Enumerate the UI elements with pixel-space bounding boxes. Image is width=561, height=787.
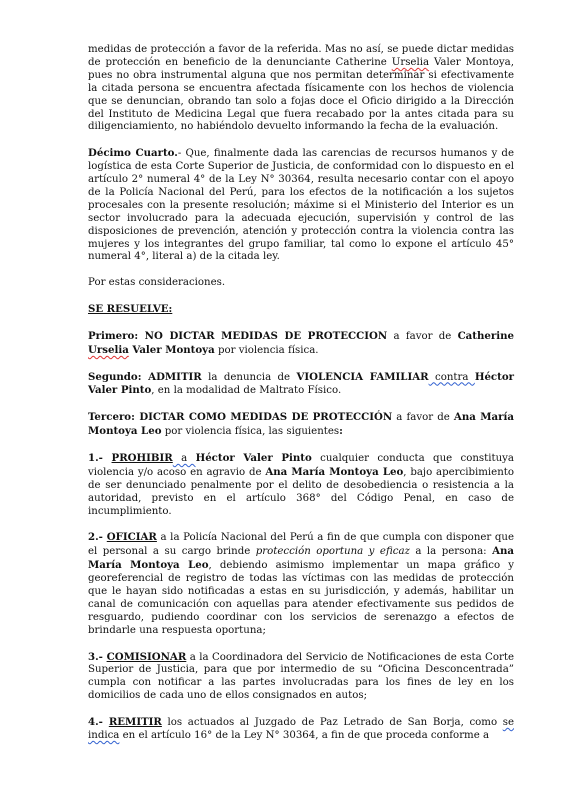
bold-text: VIOLENCIA FAMILIAR [296, 370, 429, 383]
paragraph-tercero [88, 411, 514, 439]
bold-text: Héctor Valer Pinto [88, 370, 515, 397]
text: por violencia física, las siguientes [161, 426, 340, 438]
bold-text: ADMITIR [141, 370, 202, 383]
heading-se-resuelve: SE RESUELVE: [88, 303, 173, 316]
bold-text: NO DICTAR MEDIDAS DE PROTECCION [138, 329, 388, 342]
text: los actuados al Juzgado de Paz Letrado de San Borja, como [161, 717, 503, 729]
item-number: 2.- [88, 531, 107, 544]
item-label: Segundo: [88, 370, 142, 383]
text: a favor de [392, 412, 454, 424]
bold-text: DICTAR COMO MEDIDAS DE PROTECCIÓN [134, 411, 393, 424]
bold-text: Ana María Montoya Leo [88, 411, 514, 438]
text: , debiendo asimismo implementar un mapa gráfico y georeferencial de registro de todas las víctimas con las medidas de protección que le hayan sido notificadas a estas en su jurisdicción, y además, habilitar un canal de comunicación con aquellas para atender efectivamente sus pedidos de resguardo, pudiendo coordinar con los servicios de serenazgo a efectos de brindarle una respuesta oportuna; [88, 560, 514, 636]
item-number: 3.- [88, 650, 107, 663]
measure-1 [88, 452, 514, 519]
text: a la Policía Nacional del Perú a fin de que cumpla con disponer que el personal a su cargo brinde [88, 532, 514, 558]
italic-text: protección oportuna y eficaz [255, 546, 410, 558]
text: cualquier conducta que constituya violencia y/o acoso en agravio de [88, 452, 514, 478]
text: a la Coordinadora del Servicio de Notificaciones de esta Corte Superior de Justicia, para que por intermedio de su “Oficina Desconcentrada” cumpla con notificar a las partes involucradas para los fines de ley en los domicilios de cada uno de ellos consignados en autos; [88, 651, 514, 702]
text: a la persona: [409, 546, 493, 558]
text: en el artículo 16° de la Ley N° 30364, a fin de que proceda conforme a [119, 729, 490, 741]
grammar-flag: contra [428, 371, 475, 383]
bold-text: Ana María Montoya Leo [265, 465, 404, 478]
paragraph-consideraciones [88, 277, 514, 290]
text: , bajo apercibimiento de ser denunciado penalmente por el delito de desobediencia o resistencia a la autoridad, previsto en el artículo 368° del Código Penal, en caso de incumplimiento. [88, 466, 514, 517]
text: Por estas consideraciones. [88, 277, 226, 289]
measure-3 [88, 651, 514, 704]
item-number: 1.- [88, 451, 112, 464]
document-page [88, 44, 514, 743]
bold-text: Catherine [457, 329, 515, 342]
item-number: 4.- [88, 716, 109, 729]
resolve-heading [88, 303, 514, 317]
grammar-flag: se indica [88, 717, 514, 741]
bold-text: COMISIONAR [106, 650, 187, 663]
misspelled-word: Urselia [88, 343, 129, 356]
bold-text: : [339, 425, 343, 438]
grammar-flag: a [172, 452, 196, 464]
text: medidas de protección a favor de la referida. Mas no así, se puede dictar medidas de protección en beneficio de la denunciante Catherine [88, 44, 514, 68]
text: - Que, finalmente dada las carencias de recursos humanos y de logística de esta Corte Superior de Justicia, de conformidad con lo dispuesto en el artículo 2° numeral 4° de la Ley N° 30364, resulta necesario contar con el apoyo de la Policía Nacional del Perú, para los efectos de la notificación a los sujetos procesales con la presente resolución; máxime si el Ministerio del Interior es un sector involucrado para la adecuada ejecución, supervisión y control de las disposiciones de prevención, atención y protección contra la violencia contra las mujeres y los integrantes del grupo familiar, tal como lo expone el artículo 45° numeral 4°, literal a) de la citada ley. [88, 148, 514, 263]
text: Valer Montoya, pues no obra instrumental alguna que nos permitan determinar si efectivamente la citada persona se encuentra afectada físicamente con los hechos de violencia que se denuncian, obrando tan solo a fojas doce el Oficio dirigido a la Dirección del Instituto de Medicina Legal que fuera recabado por la antes citada para su diligenciamiento, no habiéndolo devuelto informando la fecha de la evaluación. [88, 56, 514, 133]
text: a favor de [387, 330, 458, 342]
paragraph-primero [88, 330, 514, 358]
bold-text: Valer Montoya [128, 343, 215, 356]
bold-text: Ana María Montoya Leo [88, 545, 514, 572]
bold-text: Héctor Valer Pinto [195, 451, 312, 464]
text: por violencia física. [214, 344, 319, 356]
text: la denuncia de [201, 371, 297, 383]
text: , en la modalidad de Maltrato Físico. [151, 385, 342, 397]
paragraph-decimo-cuarto [88, 147, 514, 264]
measure-2 [88, 531, 514, 637]
paragraph-medidas-proteccion [88, 44, 514, 134]
bold-text: PROHIBIR [111, 451, 173, 464]
measure-4 [88, 716, 514, 743]
misspelled-word: Urselia [391, 56, 430, 68]
item-label: Primero: [88, 329, 139, 342]
section-heading: Décimo Cuarto. [88, 147, 178, 160]
bold-text: REMITIR [108, 716, 162, 729]
paragraph-segundo [88, 371, 514, 399]
item-label: Tercero: [88, 411, 135, 424]
bold-text: OFICIAR [106, 531, 157, 544]
